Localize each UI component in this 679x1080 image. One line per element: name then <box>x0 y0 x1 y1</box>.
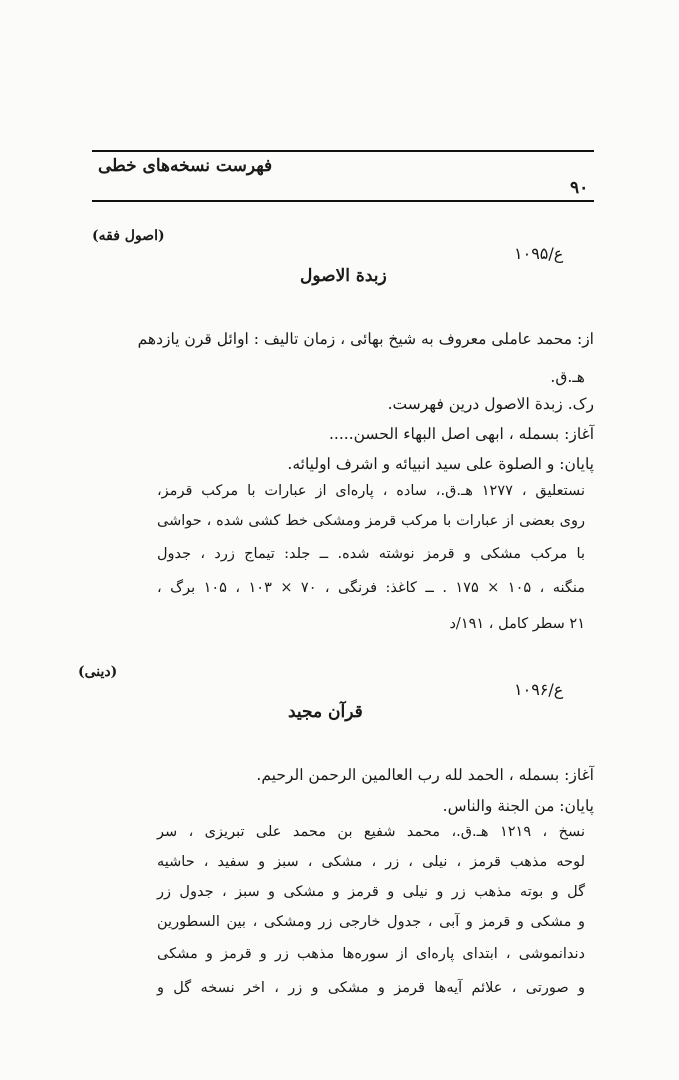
entry-2-description-line: لوحه مذهب قرمز ، نیلی ، زر ، مشکی ، سبز و سفید ، حاشیه <box>157 854 585 870</box>
entry-2-description-line: و صورتی ، علائم آیه‌ها قرمز و مشکی و زر ، اخر نسخه گل و <box>157 980 585 996</box>
entry-2-description-line: گل و بوته مذهب زر و نیلی و قرمز و مشکی و سبز ، جدول زر <box>157 884 585 900</box>
entry-2-incipit: آغاز: بسمله ، الحمد لله رب العالمین الرحمن الرحیم. <box>256 766 594 784</box>
entry-2-explicit: پایان: من الجنة والناس. <box>442 797 594 815</box>
entry-1-description-line: ۲۱ سطر کامل ، ۱۹۱/د <box>449 616 585 632</box>
entry-1-description-line: با مرکب مشکی و قرمز نوشته شده. ــ جلد: تیماج زرد ، جدول <box>157 546 585 562</box>
header-rule-top <box>92 150 594 152</box>
entry-1-code: ۱۰۹۵/ع <box>514 244 564 263</box>
entry-2-description-line: و مشکی و قرمز و آبی ، جدول خارجی زر ومشکی ، بین السطورین <box>157 914 585 930</box>
entry-1-author-line-cont: هـ.ق. <box>550 368 585 386</box>
entry-2-category: (دینی) <box>78 664 118 680</box>
entry-1-title: زبدة الاصول <box>300 266 387 286</box>
header-rule-bottom <box>92 200 594 202</box>
entry-2-description-line: دندانموشی ، ابتدای پاره‌ای از سوره‌ها مذهب زر و قرمز و مشکی <box>157 946 585 962</box>
page-number: ۹۰ <box>570 178 589 198</box>
entry-2-title: قرآن مجید <box>288 702 363 722</box>
entry-1-author-line: از: محمد عاملی معروف به شیخ بهائی ، زمان تالیف : اوائل قرن یازدهم <box>137 330 594 348</box>
entry-2-code: ۱۰۹۶/ع <box>514 680 564 699</box>
entry-1-explicit: پایان: و الصلوة علی سید انبیائه و اشرف اولیائه. <box>287 455 594 473</box>
entry-1-incipit: آغاز: بسمله ، ابهی اصل البهاء الحسن..... <box>329 425 594 443</box>
entry-2-description-line: نسخ ، ۱۲۱۹ هـ.ق.، محمد شفیع بن محمد علی تبریزی ، سر <box>157 824 585 840</box>
entry-1-description-line: منگنه ، ۱۰۵ × ۱۷۵ . ــ کاغذ: فرنگی ، ۷۰ × ۱۰۳ ، ۱۰۵ برگ ، <box>157 580 586 596</box>
entry-1-category: (اصول فقه) <box>92 228 165 244</box>
entry-1-description-line: روی بعضی از عبارات با مرکب قرمز ومشکی خط کشی شده ، حواشی <box>157 513 585 529</box>
running-header-title: فهرست نسخه‌های خطی <box>98 156 273 176</box>
entry-1-description-line: نستعلیق ، ۱۲۷۷ هـ.ق.، ساده ، پاره‌ای از عبارات با مرکب قرمز، <box>157 483 586 499</box>
entry-1-reference: رک. زبدة الاصول درین فهرست. <box>387 395 594 413</box>
